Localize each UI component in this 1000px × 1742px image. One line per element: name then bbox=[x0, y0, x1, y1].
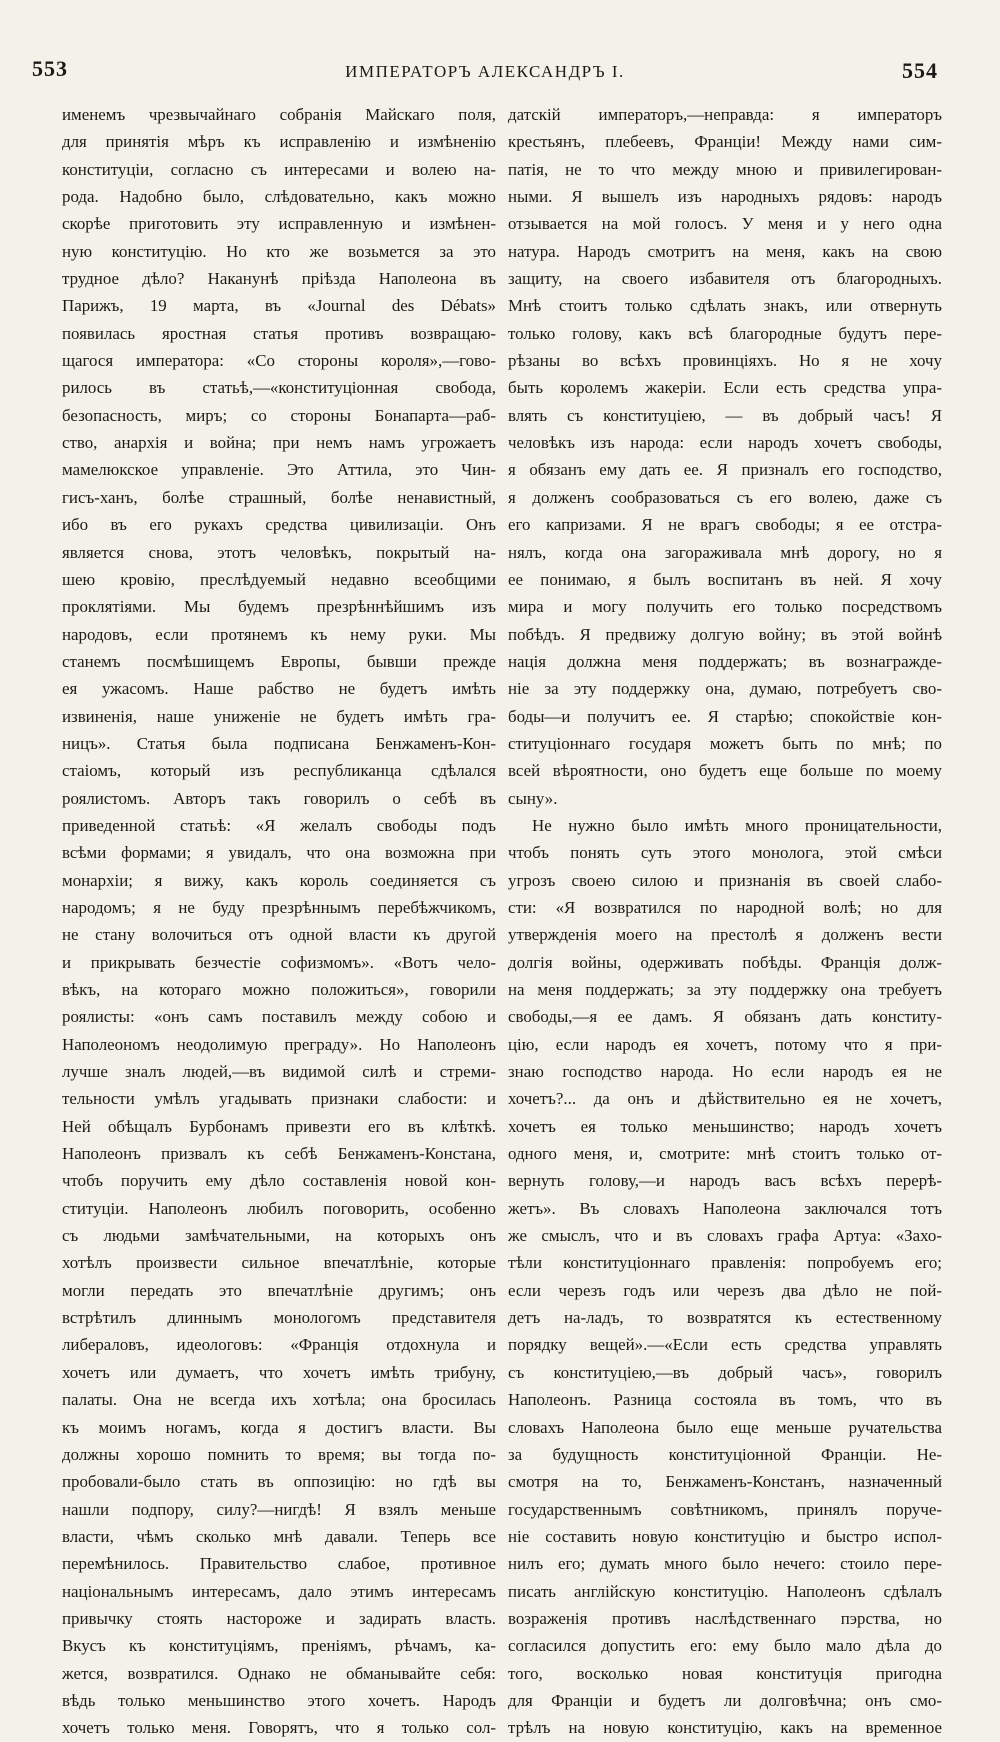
text-line: для принятія мѣръ къ исправленію и измѣненію bbox=[62, 132, 496, 152]
text-line: человѣкъ изъ народа: если народъ хочетъ свободы, bbox=[508, 433, 942, 453]
text-line: привычку стоять настороже и задирать власть. bbox=[62, 1608, 496, 1628]
text-line: чтобъ поручить ему дѣло составленія новой кон- bbox=[62, 1171, 496, 1191]
text-line: ибо въ его рукахъ средства цивилизаціи. Онъ bbox=[62, 515, 496, 535]
text-line: же смыслъ, что и въ словахъ графа Артуа: «Захо- bbox=[508, 1226, 942, 1246]
text-line: ее понимаю, я былъ воспитанъ въ ней. Я хочу bbox=[508, 569, 942, 589]
text-line: смотря на то, Бенжаменъ-Констанъ, назначенный bbox=[508, 1472, 942, 1492]
text-line: вѣкъ, на котораго можно положиться», говорили bbox=[62, 980, 496, 999]
text-line: Вкусъ къ конституціямъ, преніямъ, рѣчамъ, ка- bbox=[62, 1636, 496, 1656]
text-line: рода. Надобно было, слѣдовательно, какъ можно bbox=[62, 187, 496, 207]
text-line: нашли подпору, силу?—нигдѣ! Я взялъ меньше bbox=[62, 1499, 496, 1519]
text-line: встрѣтилъ длиннымъ монологомъ представителя bbox=[62, 1308, 496, 1328]
text-line: сыну». bbox=[508, 788, 558, 808]
text-line: для Франціи и будетъ ли долговѣчна; онъ смо- bbox=[508, 1690, 942, 1710]
text-line: тѣли конституціоннаго правленія: попробуемъ его; bbox=[508, 1253, 942, 1273]
text-line: всѣми формами; я увидалъ, что она возможна при bbox=[62, 843, 496, 863]
text-line: крестьянъ, плебеевъ, Франціи! Между нами сим- bbox=[508, 132, 942, 152]
text-line: согласился допустить его: ему было мало дѣла до bbox=[508, 1636, 942, 1656]
text-line: нялъ, когда она загораживала мнѣ дорогу, но я bbox=[508, 542, 942, 562]
text-line: угрозъ своею силою и признанія въ своей слабо- bbox=[508, 870, 942, 890]
text-line: ніе за эту поддержку она, думаю, потребуетъ сво- bbox=[508, 679, 942, 699]
text-line: нація должна меня поддержать; въ вознагражде- bbox=[508, 651, 942, 671]
text-line: утвержденія моего на престолѣ я долженъ вести bbox=[508, 925, 942, 945]
text-line: Парижъ, 19 марта, въ «Journal des Débats» bbox=[62, 296, 496, 316]
text-line: защиту, на своего избавителя отъ благородныхъ. bbox=[508, 269, 942, 289]
text-line: чтобъ понять суть этого монолога, этой смѣси bbox=[508, 843, 942, 863]
text-line: цію, если народъ ея хочетъ, потому что я при- bbox=[508, 1034, 942, 1054]
text-line: стаіомъ, который изъ республиканца сдѣлался bbox=[62, 761, 496, 781]
text-line: мамелюкское управленіе. Это Аттила, это Чин- bbox=[62, 460, 496, 480]
text-line: пробовали-было стать въ оппозицію: но гдѣ вы bbox=[62, 1472, 496, 1492]
text-line: государственнымъ совѣтникомъ, принялъ поруче- bbox=[508, 1499, 942, 1519]
text-line: гисъ-ханъ, болѣе страшный, болѣе ненавистный, bbox=[62, 487, 496, 507]
text-line: конституціи, согласно съ интересами и волею на- bbox=[62, 159, 496, 179]
text-line: вѣдь только меньшинство этого хочетъ. Народъ bbox=[62, 1690, 496, 1710]
text-line: шею кровію, преслѣдуемый недавно всеобщими bbox=[62, 569, 496, 589]
text-line: станемъ посмѣшищемъ Европы, бывши прежде bbox=[62, 651, 496, 671]
text-line: Мнѣ стоитъ только сдѣлать знакъ, или отвернуть bbox=[508, 296, 942, 316]
text-line: хотѣлъ произвести сильное впечатлѣніе, которые bbox=[62, 1253, 496, 1273]
text-line: знаю господство народа. Но если народъ ея не bbox=[508, 1062, 942, 1082]
text-line: роялисты: «онъ самъ поставилъ между собою и bbox=[62, 1007, 496, 1027]
text-line: ституціоннаго государя можетъ быть по мнѣ; по bbox=[508, 733, 942, 753]
text-line: рѣзаны во всѣхъ провинціяхъ. Но я не хочу bbox=[508, 351, 942, 371]
text-line: быть королемъ жакеріи. Если есть средства упра- bbox=[508, 378, 942, 398]
text-line: хочетъ?... да онъ и дѣйствительно ея не хочетъ, bbox=[508, 1089, 942, 1109]
text-line: ными. Я вышелъ изъ народныхъ рядовъ: народъ bbox=[508, 187, 942, 207]
text-line: появилась яростная статья противъ возвращаю- bbox=[62, 323, 496, 343]
text-line: писать англійскую конституцію. Наполеонъ сдѣлалъ bbox=[508, 1581, 942, 1601]
text-line: національнымъ интересамъ, дало этимъ интересамъ bbox=[62, 1581, 496, 1601]
text-line: могли передать это впечатлѣніе другимъ; онъ bbox=[62, 1280, 496, 1300]
text-line: натура. Народъ смотритъ на меня, какъ на свою bbox=[508, 241, 942, 261]
text-line: побѣдъ. Я предвижу долгую войну; въ этой войнѣ bbox=[508, 624, 942, 644]
text-line: патія, не то что между мною и привилегирован- bbox=[508, 159, 942, 179]
left-text-column bbox=[62, 101, 496, 1742]
page-header bbox=[32, 56, 938, 90]
text-line: съ конституціею,—въ добрый часъ», говорилъ bbox=[508, 1362, 942, 1382]
text-line: Наполеономъ неодолимую преграду». Но Наполеонъ bbox=[62, 1034, 496, 1054]
right-text-column bbox=[508, 101, 942, 1742]
text-line: за будущность конституціонной Франціи. Не- bbox=[508, 1444, 942, 1464]
text-line: ство, анархія и война; при немъ намъ угрожаетъ bbox=[62, 433, 496, 453]
page-number-right: 554 bbox=[902, 58, 938, 83]
text-line: отзывается на мой голосъ. У меня и у него одна bbox=[508, 214, 942, 234]
text-line: трѣлъ на новую конституцію, какъ на временное bbox=[508, 1718, 942, 1738]
text-line: датскій императоръ,—неправда: я императоръ bbox=[508, 105, 942, 124]
text-line: съ людьми замѣчательными, на которыхъ онъ bbox=[62, 1226, 496, 1246]
text-line: народовъ, если протянемъ къ нему руки. Мы bbox=[62, 624, 496, 644]
page-number-left: 553 bbox=[32, 56, 68, 81]
text-line: приведенной статьѣ: «Я желалъ свободы подъ bbox=[62, 815, 496, 835]
text-line: если черезъ годъ или черезъ два дѣло не пой- bbox=[508, 1280, 942, 1300]
running-head: ИМПЕРАТОРЪ АЛЕКСАНДРЪ I. bbox=[345, 62, 625, 81]
text-line: рилось въ статьѣ,—«конституціонная свобода, bbox=[62, 378, 496, 398]
text-line: роялистомъ. Авторъ такъ говорилъ о себѣ въ bbox=[62, 788, 496, 808]
text-line: долгія войны, одерживать побѣды. Франція долж- bbox=[508, 952, 942, 972]
text-line: жетъ». Въ словахъ Наполеона заключался тотъ bbox=[508, 1198, 942, 1218]
text-line: свободы,—я ее дамъ. Я обязанъ дать конститу- bbox=[508, 1007, 942, 1027]
text-line: всей вѣроятности, оно будетъ еще больше по моему bbox=[508, 761, 942, 781]
text-line: именемъ чрезвычайнаго собранія Майскаго поля, bbox=[62, 105, 496, 124]
text-line: является снова, этотъ человѣкъ, покрытый на- bbox=[62, 542, 496, 562]
text-line: ницъ». Статья была подписана Бенжаменъ-Кон- bbox=[62, 733, 496, 753]
text-line: Не нужно было имѣть много проницательности, bbox=[532, 815, 942, 835]
text-line: мира и могу получить его только посредствомъ bbox=[508, 597, 942, 617]
text-line: вернуть голову,—и народъ васъ всѣхъ перерѣ- bbox=[508, 1171, 942, 1191]
text-line: сти: «Я возвратился по народной волѣ; но для bbox=[508, 897, 942, 917]
text-line: хочетъ только меня. Говорятъ, что я только сол- bbox=[62, 1718, 496, 1738]
text-line: ея ужасомъ. Наше рабство не будетъ имѣть bbox=[62, 679, 496, 699]
text-line: Ней обѣщалъ Бурбонамъ привезти его въ клѣткѣ. bbox=[62, 1116, 496, 1136]
text-line: власти, чѣмъ сколько мнѣ давали. Теперь все bbox=[62, 1526, 496, 1546]
text-line: Наполеонъ призвалъ къ себѣ Бенжаменъ-Констана, bbox=[62, 1144, 496, 1164]
text-line: Наполеонъ. Разница состояла въ томъ, что въ bbox=[508, 1390, 942, 1410]
text-line: проклятіями. Мы будемъ презрѣннѣйшимъ изъ bbox=[62, 597, 496, 617]
text-line: должны хорошо помнить то время; вы тогда по- bbox=[62, 1444, 496, 1464]
text-line: словахъ Наполеона было еще меньше ручательства bbox=[508, 1417, 942, 1437]
text-line: влять съ конституціею, — въ добрый часъ! Я bbox=[508, 405, 942, 425]
text-line: на меня поддержать; за эту поддержку она требуетъ bbox=[508, 980, 942, 999]
text-line: возраженія противъ наслѣдственнаго пэрства, но bbox=[508, 1608, 942, 1628]
text-line: детъ на-ладъ, то возвратятся къ естественному bbox=[508, 1308, 942, 1328]
text-line: его капризами. Я не врагъ свободы; я ее отстра- bbox=[508, 515, 942, 535]
text-line: извиненія, наше униженіе не будетъ имѣть гра- bbox=[62, 706, 496, 726]
text-line: я обязанъ ему дать ее. Я призналъ его господство, bbox=[508, 460, 942, 480]
text-line: монархіи; я вижу, какъ король соединяется съ bbox=[62, 870, 496, 890]
text-line: палаты. Она не всегда ихъ хотѣла; она бросилась bbox=[62, 1390, 496, 1410]
text-line: порядку вещей».—«Если есть средства управлять bbox=[508, 1335, 942, 1355]
text-line: одного меня, и, смотрите: мнѣ стоитъ только от- bbox=[508, 1144, 942, 1164]
text-line: ніе составить новую конституцію и быстро испол- bbox=[508, 1526, 942, 1546]
text-line: ную конституцію. Но кто же возьмется за это bbox=[62, 241, 496, 261]
text-line: скорѣе приготовить эту исправленную и измѣнен- bbox=[62, 214, 496, 234]
text-line: я долженъ сообразоваться съ его волею, даже съ bbox=[508, 487, 942, 507]
text-line: либераловъ, идеологовъ: «Франція отдохнула и bbox=[62, 1335, 496, 1355]
text-line: перемѣнилось. Правительство слабое, противное bbox=[62, 1554, 496, 1574]
text-line: жется, возвратился. Однако не обманывайте себя: bbox=[62, 1663, 496, 1683]
text-line: хочетъ или думаетъ, что хочетъ имѣть трибуну, bbox=[62, 1362, 496, 1382]
text-line: не стану волочиться отъ одной власти къ другой bbox=[62, 925, 496, 945]
text-line: ституціи. Наполеонъ любилъ поговорить, особенно bbox=[62, 1198, 496, 1218]
text-line: только голову, какъ всѣ благородные будутъ пере- bbox=[508, 323, 942, 343]
text-line: лучше зналъ людей,—въ видимой силѣ и стреми- bbox=[62, 1062, 496, 1082]
text-line: хочетъ ея только меньшинство; народъ хочетъ bbox=[508, 1116, 942, 1136]
text-line: боды—и получитъ ее. Я старѣю; спокойствіе кон- bbox=[508, 706, 942, 726]
text-line: тельности умѣлъ угадывать признаки слабости: и bbox=[62, 1089, 496, 1109]
text-line: нилъ его; думать много было нечего: стоило пере- bbox=[508, 1554, 942, 1574]
text-line: и прикрывать безчестіе софизмомъ». «Вотъ чело- bbox=[62, 952, 496, 972]
text-line: безопасность, миръ; со стороны Бонапарта—раб- bbox=[62, 405, 496, 425]
text-line: народомъ; я не буду презрѣннымъ перебѣжчикомъ, bbox=[62, 897, 496, 917]
text-line: трудное дѣло? Наканунѣ пріѣзда Наполеона въ bbox=[62, 269, 496, 289]
text-line: того, восколько новая конституція пригодна bbox=[508, 1663, 942, 1683]
text-line: къ моимъ ногамъ, когда я достигъ власти. Вы bbox=[62, 1417, 496, 1437]
text-line: щагося императора: «Со стороны короля»,—гово- bbox=[62, 351, 496, 371]
